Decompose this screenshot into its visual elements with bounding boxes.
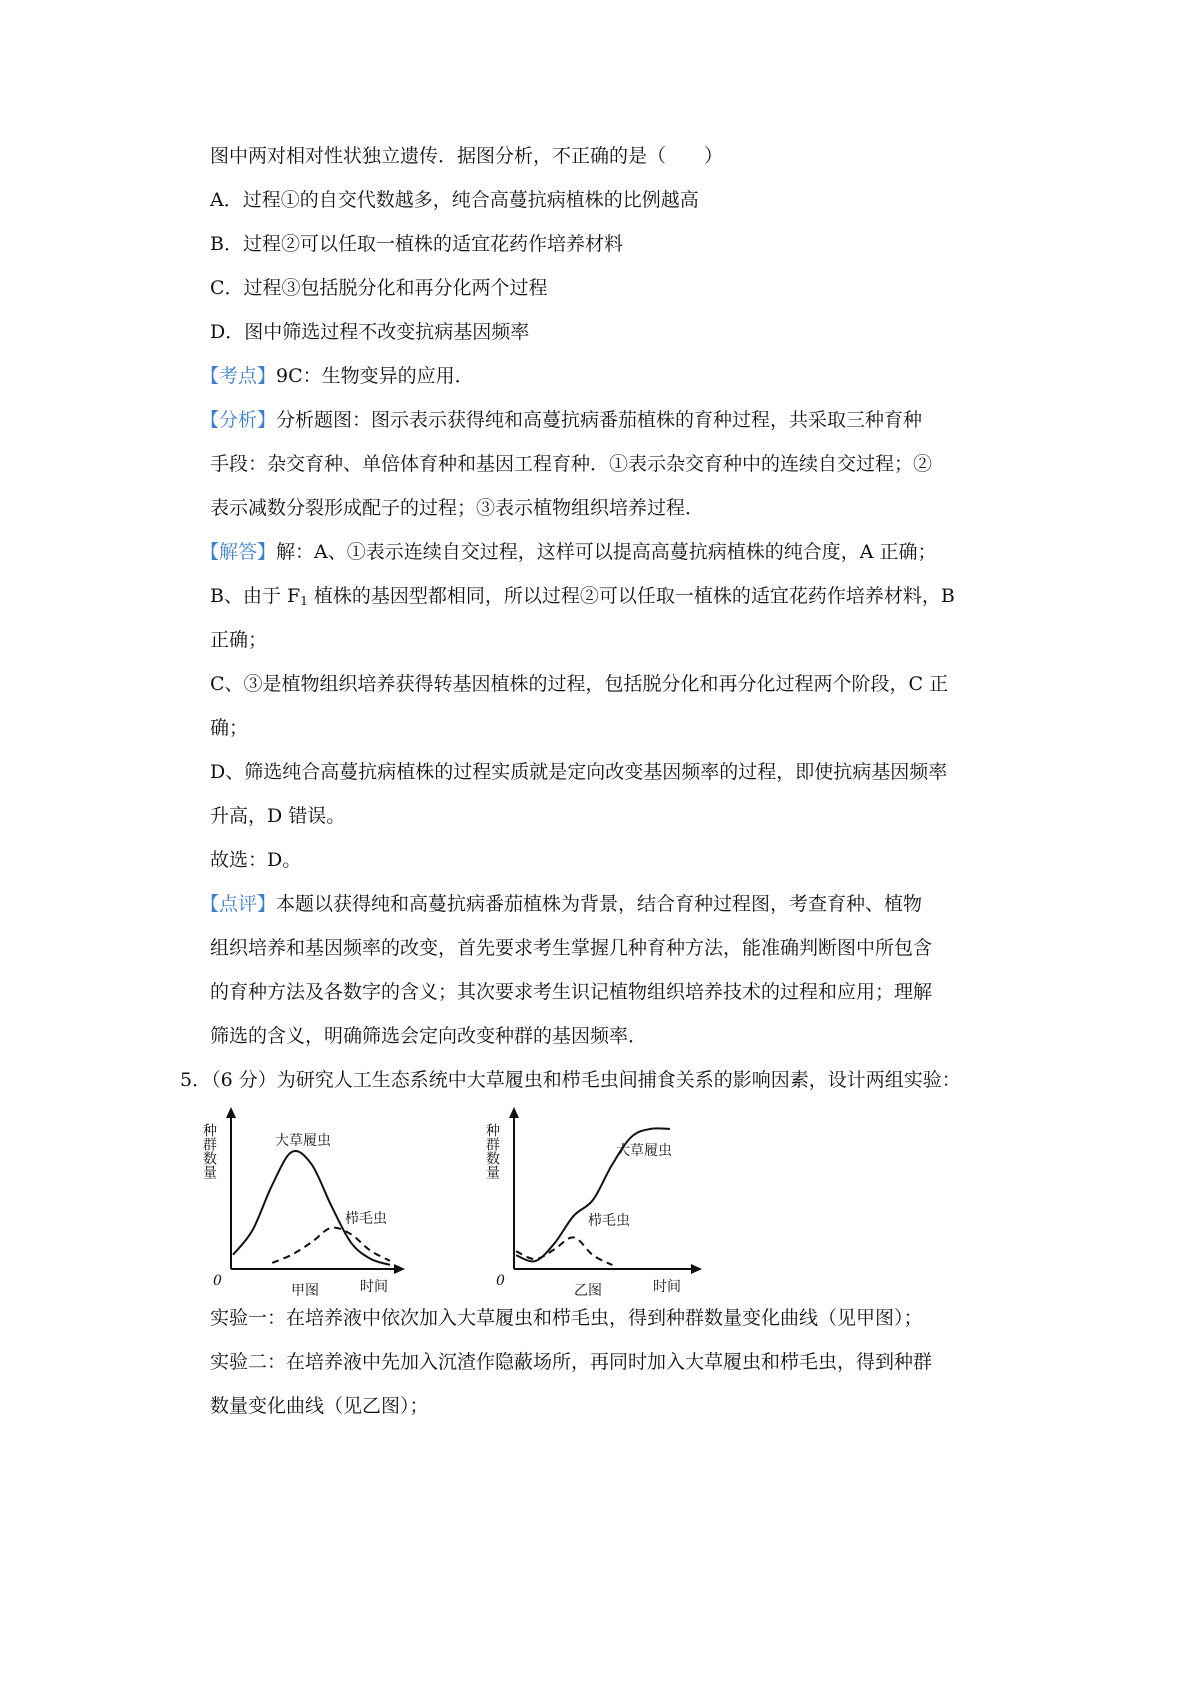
jieda-line-7: 升高，D 错误。 bbox=[210, 805, 346, 827]
dianping-line-3: 的育种方法及各数字的含义；其次要求考生识记植物组织培养技术的过程和应用；理解 bbox=[210, 981, 933, 1003]
chart-yi bbox=[484, 1105, 713, 1300]
fenxi-tag: 【分析】 bbox=[200, 409, 277, 431]
question-stem: 图中两对相对性状独立遗传．据图分析，不正确的是（ ） bbox=[210, 145, 724, 167]
dianping-line-1 bbox=[200, 892, 922, 916]
jieda-text-1: 解：A、①表示连续自交过程，这样可以提高高蔓抗病植株的纯合度，A 正确； bbox=[276, 541, 937, 563]
series-label: 栉毛虫 bbox=[588, 1213, 630, 1229]
series-label: 大草履虫 bbox=[275, 1133, 331, 1149]
y-axis-label: 种群数量 bbox=[484, 1123, 500, 1179]
jieda-line-6: D、筛选纯合高蔓抗病植株的过程实质就是定向改变基因频率的过程，即使抗病基因频率 bbox=[210, 761, 948, 783]
jieda-line-8: 故选：D。 bbox=[210, 849, 302, 871]
option-b: B．过程②可以任取一植株的适宜花药作培养材料 bbox=[210, 233, 623, 255]
origin-label: 0 bbox=[496, 1273, 505, 1289]
jieda-text-2a: B、由于 F bbox=[210, 585, 301, 607]
fenxi-line-3: 表示减数分裂形成配子的过程；③表示植物组织培养过程． bbox=[210, 497, 705, 519]
chart-jia bbox=[201, 1105, 415, 1300]
dianping-tag: 【点评】 bbox=[200, 893, 277, 915]
experiment-1: 实验一：在培养液中依次加入大草履虫和栉毛虫，得到种群数量变化曲线（见甲图）； bbox=[210, 1307, 923, 1329]
chart-title: 乙图 bbox=[574, 1283, 602, 1299]
option-c: C．过程③包括脱分化和再分化两个过程 bbox=[210, 277, 548, 299]
jieda-line-1 bbox=[200, 540, 937, 564]
chart-title: 甲图 bbox=[291, 1283, 319, 1299]
plot-area bbox=[233, 1132, 390, 1265]
experiment-2-line-1: 实验二：在培养液中先加入沉渣作隐蔽场所，再同时加入大草履虫和栉毛虫，得到种群 bbox=[210, 1351, 933, 1373]
plot-area bbox=[516, 1128, 672, 1265]
dianping-line-4: 筛选的含义，明确筛选会定向改变种群的基因频率． bbox=[210, 1025, 648, 1047]
jieda-line-5: 确； bbox=[210, 717, 249, 739]
x-axis-label: 时间 bbox=[653, 1279, 681, 1295]
kaodian-line bbox=[200, 364, 474, 388]
fenxi-line-1 bbox=[200, 408, 922, 432]
jieda-line-4: C、③是植物组织培养获得转基因植株的过程，包括脱分化和再分化过程两个阶段，C 正 bbox=[210, 673, 949, 695]
series-label: 大草履虫 bbox=[616, 1143, 672, 1159]
origin-label: 0 bbox=[213, 1273, 222, 1289]
kaodian-tag: 【考点】 bbox=[200, 365, 277, 387]
experiment-2-line-2: 数量变化曲线（见乙图）； bbox=[210, 1395, 429, 1417]
dianping-line-2: 组织培养和基因频率的改变，首先要求考生掌握几种育种方法，能准确判断图中所包含 bbox=[210, 937, 933, 959]
kaodian-text: 9C：生物变异的应用． bbox=[276, 365, 474, 387]
jieda-line-2 bbox=[210, 584, 955, 613]
jieda-line-3: 正确； bbox=[210, 629, 268, 651]
jieda-text-2b: 植株的基因型都相同，所以过程②可以任取一植株的适宜花药作培养材料，B bbox=[307, 585, 955, 607]
option-d: D．图中筛选过程不改变抗病基因频率 bbox=[210, 321, 530, 343]
question-5: 5．（6 分）为研究人工生态系统中大草履虫和栉毛虫间捕食关系的影响因素，设计两组实验： bbox=[180, 1069, 961, 1091]
series-line-zhimaochong bbox=[272, 1228, 390, 1263]
x-axis-label: 时间 bbox=[360, 1279, 388, 1295]
fenxi-text-1: 分析题图：图示表示获得纯和高蔓抗病番茄植株的育种过程，共采取三种育种 bbox=[276, 409, 923, 431]
option-a: A．过程①的自交代数越多，纯合高蔓抗病植株的比例越高 bbox=[210, 189, 699, 211]
dianping-text-1: 本题以获得纯和高蔓抗病番茄植株为背景，结合育种过程图，考查育种、植物 bbox=[276, 893, 923, 915]
jieda-tag: 【解答】 bbox=[200, 541, 277, 563]
jieda-subscript: 1 bbox=[300, 594, 308, 608]
axes bbox=[509, 1107, 702, 1274]
series-label: 栉毛虫 bbox=[345, 1211, 387, 1227]
y-axis-label: 种群数量 bbox=[201, 1123, 217, 1179]
fenxi-line-2: 手段：杂交育种、单倍体育种和基因工程育种．①表示杂交育种中的连续自交过程；② bbox=[210, 453, 933, 475]
